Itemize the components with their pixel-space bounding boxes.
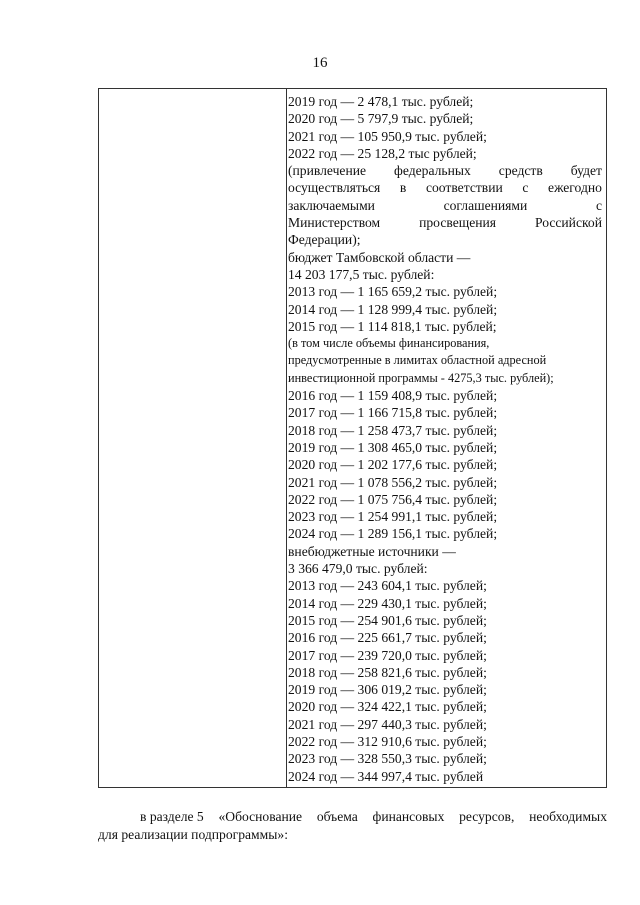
extra-years-list: [288, 577, 602, 785]
word: федеральных: [394, 163, 471, 179]
word: в: [399, 180, 407, 196]
word: «Обоснование: [218, 809, 303, 824]
page-number: 16: [312, 55, 328, 71]
word: объема: [316, 809, 358, 824]
word: заключаемыми: [288, 197, 375, 213]
list-item: 2020 год — 5 797,9 тыс. рублей;: [288, 111, 474, 127]
list-item: 2021 год — 105 950,9 тыс. рублей;: [288, 128, 487, 144]
list-item: 2013 год — 1 165 659,2 тыс. рублей;: [288, 284, 498, 300]
regional-years-list-a: [288, 283, 602, 335]
list-item: 2018 год — 258 821,6 тыс. рублей;: [288, 664, 487, 680]
list-item: 2017 год — 239 720,0 тыс. рублей;: [288, 647, 487, 663]
word: Российской: [534, 215, 602, 231]
word: соглашениями: [443, 197, 528, 213]
word: будет: [570, 163, 602, 179]
list-item: 2020 год — 1 202 177,6 тыс. рублей;: [288, 457, 498, 473]
regional-note-line: (в том числе объемы финансирования,: [288, 336, 490, 351]
list-item: 2019 год — 2 478,1 тыс. рублей;: [288, 94, 474, 109]
list-item: 2022 год — 25 128,2 тыс рублей;: [288, 145, 477, 161]
list-item: 2023 год — 328 550,3 тыс. рублей;: [288, 751, 487, 767]
word: осуществляться: [288, 180, 381, 196]
list-item: 2016 год — 1 159 408,9 тыс. рублей;: [288, 388, 498, 404]
list-item: 2015 год — 1 114 818,1 тыс. рублей;: [288, 318, 497, 334]
regional-budget-title: бюджет Тамбовской области —: [288, 249, 471, 265]
regional-note: [288, 335, 602, 387]
federal-note-line: [288, 197, 602, 214]
list-item: 2024 год — 1 289 156,1 тыс. рублей;: [288, 526, 498, 542]
word: ресурсов,: [459, 809, 515, 824]
list-item: 2024 год — 344 997,4 тыс. рублей: [288, 768, 484, 784]
list-item: 2013 год — 243 604,1 тыс. рублей;: [288, 578, 487, 594]
amendment-line-2: для реализации подпрограммы»:: [98, 827, 288, 842]
list-item: 2020 год — 324 422,1 тыс. рублей;: [288, 699, 487, 715]
list-item: 2019 год — 306 019,2 тыс. рублей;: [288, 682, 487, 698]
regional-years-list-b: [288, 387, 602, 543]
list-item: 2022 год — 312 910,6 тыс. рублей;: [288, 733, 487, 749]
word: ежегодно: [548, 180, 602, 196]
federal-note-line: [288, 179, 602, 196]
word: (привлечение: [288, 163, 367, 179]
list-item: 2015 год — 254 901,6 тыс. рублей;: [288, 612, 487, 628]
regional-note-line: инвестиционной программы - 4275,3 тыс. рублей);: [288, 370, 554, 385]
regional-budget-total: 14 203 177,5 тыс. рублей:: [288, 266, 435, 282]
word: финансовых: [372, 809, 445, 824]
table-right-cell: [288, 93, 602, 785]
federal-note-end: Федерации);: [288, 232, 361, 248]
list-item: 2017 год — 1 166 715,8 тыс. рублей;: [288, 405, 498, 421]
word: необходимых: [529, 809, 607, 824]
list-item: 2023 год — 1 254 991,1 тыс. рублей;: [288, 509, 498, 525]
regional-note-line: предусмотренные в лимитах областной адресной: [288, 353, 547, 368]
word: с: [522, 180, 529, 196]
list-item: 2021 год — 297 440,3 тыс. рублей;: [288, 716, 487, 732]
list-item: 2022 год — 1 075 756,4 тыс. рублей;: [288, 491, 498, 507]
list-item: 2021 год — 1 078 556,2 тыс. рублей;: [288, 474, 498, 490]
amendment-line-1: [98, 808, 607, 826]
extra-budget-total: 3 366 479,0 тыс. рублей:: [288, 561, 428, 577]
table-left-cell: [99, 89, 287, 787]
word: в разделе 5: [140, 809, 204, 824]
federal-years-list: [288, 93, 602, 162]
federal-note-line: [288, 214, 602, 231]
funding-table: [98, 88, 607, 788]
list-item: 2014 год — 229 430,1 тыс. рублей;: [288, 595, 487, 611]
word: средств: [498, 163, 543, 179]
word: просвещения: [419, 215, 497, 231]
amendment-paragraph: [98, 808, 607, 844]
word: с: [595, 197, 602, 213]
list-item: 2019 год — 1 308 465,0 тыс. рублей;: [288, 439, 498, 455]
federal-note-line: [288, 162, 602, 179]
word: соответствии: [425, 180, 503, 196]
extra-budget-title: внебюджетные источники —: [288, 543, 456, 559]
federal-note: [288, 162, 602, 248]
list-item: 2018 год — 1 258 473,7 тыс. рублей;: [288, 422, 498, 438]
word: Министерством: [288, 215, 381, 231]
list-item: 2016 год — 225 661,7 тыс. рублей;: [288, 630, 487, 646]
list-item: 2014 год — 1 128 999,4 тыс. рублей;: [288, 301, 498, 317]
